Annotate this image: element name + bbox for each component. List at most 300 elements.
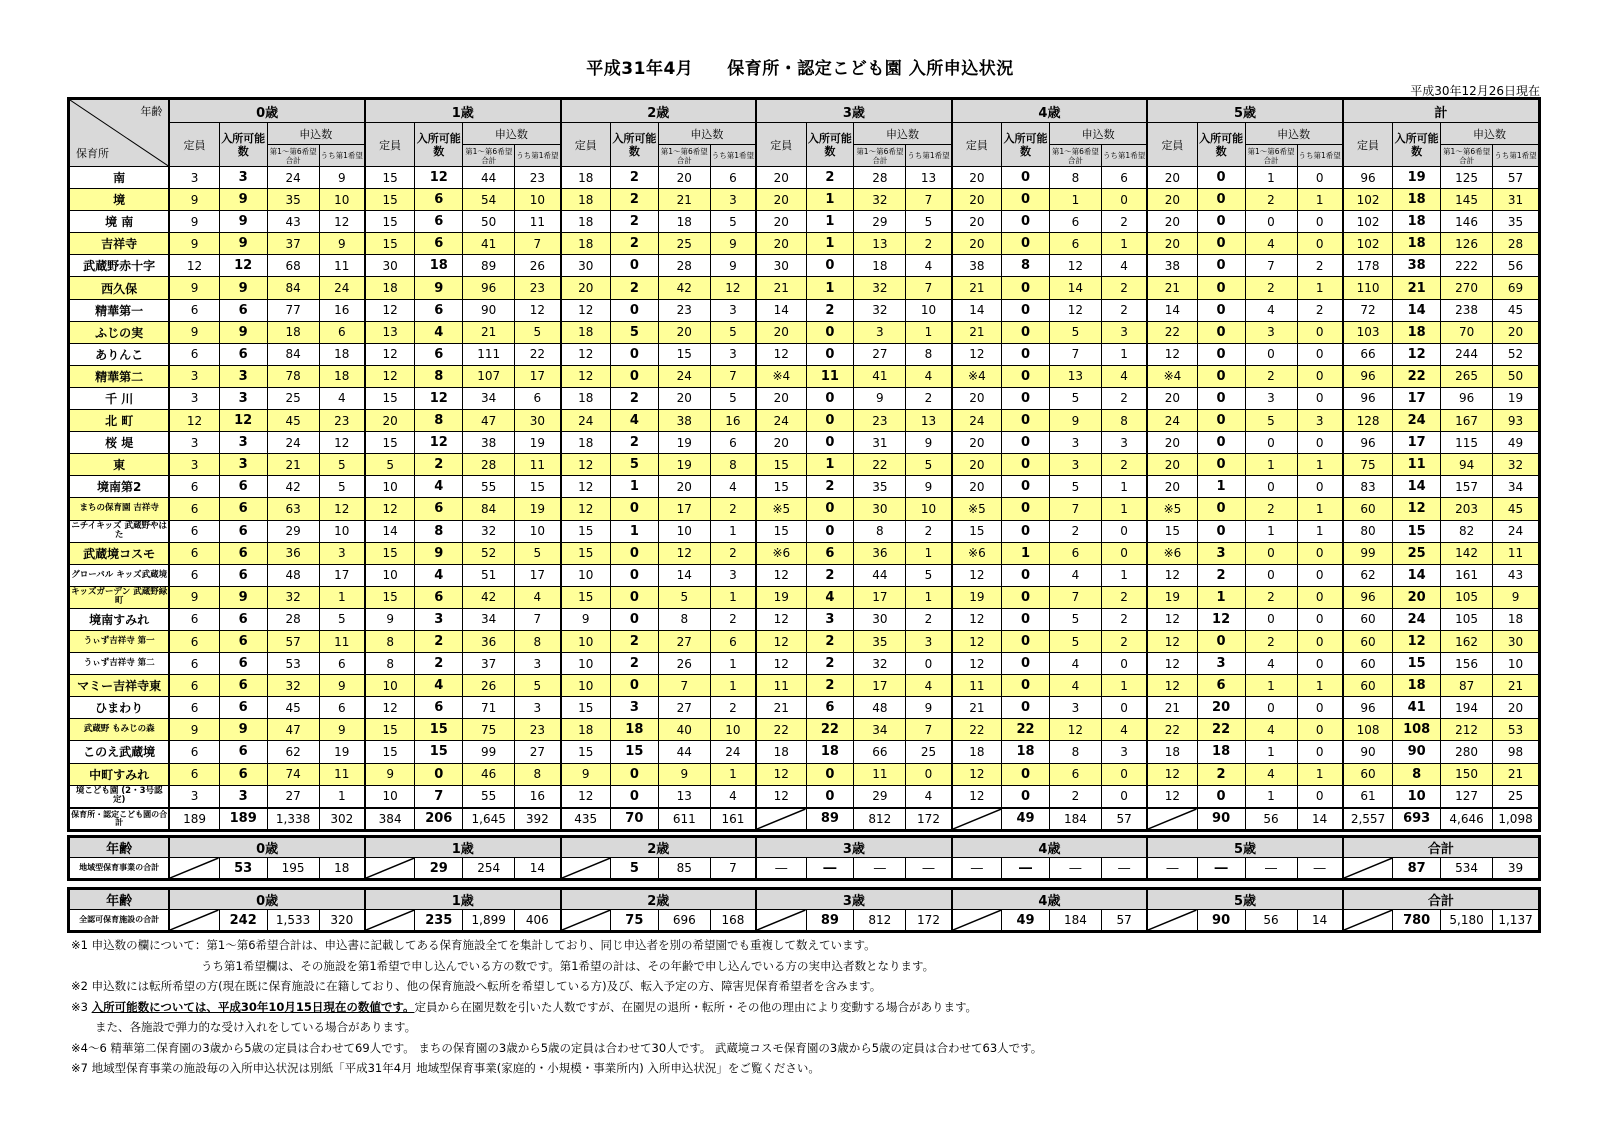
table-cell: 0 — [1002, 564, 1050, 586]
first-to-sixth-header: 第1～第6希望合計 — [1441, 145, 1493, 167]
table-cell: 4 — [415, 321, 463, 343]
table-cell: 55 — [463, 785, 515, 808]
table-row — [70, 675, 1539, 697]
table-cell: 53 — [219, 858, 267, 879]
table-cell: 29 — [854, 211, 906, 233]
table-cell: 0 — [1297, 785, 1343, 808]
table-cell: 3 — [219, 167, 267, 189]
table-cell: 3 — [1197, 653, 1245, 675]
table-cell: 15 — [365, 432, 415, 454]
table-cell: 15 — [561, 520, 611, 542]
table-cell: 18 — [1393, 189, 1441, 211]
table-cell: 10 — [365, 564, 415, 586]
table-cell: 12 — [415, 387, 463, 409]
table-cell: 1,899 — [463, 910, 515, 931]
table-cell: 12 — [1393, 630, 1441, 652]
table-cell: 10 — [319, 520, 365, 542]
table-cell: 22 — [1002, 719, 1050, 741]
table-cell: 24 — [658, 365, 710, 387]
table-cell: 12 — [365, 343, 415, 365]
table-cell: 15 — [365, 719, 415, 741]
first-choice-header: うち第1希望 — [710, 145, 756, 167]
table-cell: 15 — [365, 542, 415, 564]
table-cell: 56 — [1245, 910, 1297, 931]
table-cell: 212 — [1441, 719, 1493, 741]
empty-slash-cell — [756, 808, 806, 830]
table-cell: 16 — [319, 299, 365, 321]
available-header: 入所可能数 — [415, 123, 463, 167]
table-cell: 24 — [267, 432, 319, 454]
facility-name: 境 南 — [70, 211, 170, 233]
table-cell: 6 — [169, 498, 219, 520]
table-cell: 0 — [1197, 432, 1245, 454]
table-cell: 18 — [267, 321, 319, 343]
table-cell: 16 — [515, 785, 561, 808]
table-cell: 1 — [1101, 343, 1147, 365]
table-cell: 5 — [1049, 608, 1101, 630]
table-cell: 0 — [906, 763, 952, 785]
table-cell: 0 — [1002, 277, 1050, 299]
table-cell: 0 — [1297, 697, 1343, 719]
table-row — [70, 321, 1539, 343]
facility-name: ニチイキッズ 武蔵野やはた — [70, 520, 170, 542]
table-cell: 222 — [1441, 255, 1493, 277]
table-cell: 25 — [658, 233, 710, 255]
table-cell: 4 — [1245, 299, 1297, 321]
table-cell: 24 — [1493, 520, 1539, 542]
table-cell: 20 — [1147, 211, 1197, 233]
table-cell: 6 — [169, 653, 219, 675]
table-cell: 2 — [1049, 520, 1101, 542]
table-cell: 0 — [806, 432, 854, 454]
table-cell: 32 — [854, 189, 906, 211]
table-cell: 12 — [1147, 763, 1197, 785]
table-cell: 2 — [1245, 498, 1297, 520]
table-cell: ― — [1049, 858, 1101, 879]
age-header-1: 1歳 — [365, 890, 561, 910]
table-cell: 12 — [561, 365, 611, 387]
table-cell: 2 — [710, 697, 756, 719]
table-cell: 57 — [1101, 808, 1147, 830]
table-cell: 90 — [1393, 741, 1441, 763]
table-cell: 12 — [658, 542, 710, 564]
table-cell: 3 — [906, 630, 952, 652]
table-cell: 21 — [267, 454, 319, 476]
age-header-4: 4歳 — [952, 100, 1148, 123]
table-cell: 21 — [658, 189, 710, 211]
table-cell: 12 — [1197, 608, 1245, 630]
table-row — [70, 387, 1539, 409]
table-cell: 17 — [319, 564, 365, 586]
table-cell: 280 — [1441, 741, 1493, 763]
table-cell: 167 — [1441, 410, 1493, 432]
table-cell: 6 — [319, 321, 365, 343]
table-cell: ※4 — [1147, 365, 1197, 387]
age-header-4: 4歳 — [952, 838, 1148, 858]
facility-name: 武蔵野 もみじの森 — [70, 719, 170, 741]
table-cell: 11 — [1493, 542, 1539, 564]
table-cell: 68 — [267, 255, 319, 277]
table-cell: 15 — [658, 343, 710, 365]
table-cell: 4 — [1049, 653, 1101, 675]
all-facilities-table — [69, 889, 1539, 931]
table-cell: 8 — [415, 410, 463, 432]
table-cell: 9 — [169, 321, 219, 343]
table-cell: 6 — [415, 211, 463, 233]
table-cell: 9 — [365, 763, 415, 785]
table-cell: 1 — [1101, 564, 1147, 586]
table-cell: 39 — [1493, 858, 1539, 879]
table-cell: 126 — [1441, 233, 1493, 255]
empty-slash-cell — [1343, 910, 1393, 931]
table-cell: 1 — [1245, 454, 1297, 476]
table-cell: 69 — [1493, 277, 1539, 299]
table-cell: 24 — [1147, 410, 1197, 432]
table-cell: 1 — [1297, 520, 1343, 542]
capacity-header: 定員 — [1147, 123, 1197, 167]
age-header-0: 0歳 — [169, 100, 365, 123]
table-cell: 142 — [1441, 542, 1493, 564]
table-cell: 20 — [952, 387, 1002, 409]
table-cell: 20 — [1393, 586, 1441, 608]
table-cell: 38 — [1147, 255, 1197, 277]
table-cell: 0 — [1297, 542, 1343, 564]
table-cell: 3 — [806, 608, 854, 630]
table-cell: 4 — [515, 586, 561, 608]
table-row — [70, 719, 1539, 741]
table-cell: 75 — [610, 910, 658, 931]
table-cell: 49 — [1493, 432, 1539, 454]
available-header: 入所可能数 — [806, 123, 854, 167]
table-cell: 2 — [1197, 564, 1245, 586]
first-to-sixth-header: 第1～第6希望合計 — [267, 145, 319, 167]
table-cell: 5 — [610, 454, 658, 476]
table-cell: 435 — [561, 808, 611, 830]
age-header-2: 2歳 — [561, 100, 757, 123]
table-cell: 1 — [1101, 498, 1147, 520]
table-cell: 89 — [806, 910, 854, 931]
table-cell: 96 — [1343, 167, 1393, 189]
table-cell: 15 — [515, 476, 561, 498]
table-cell: 812 — [854, 910, 906, 931]
table-cell: 90 — [463, 299, 515, 321]
table-cell: 53 — [1493, 719, 1539, 741]
table-row — [70, 343, 1539, 365]
table-cell: 21 — [756, 277, 806, 299]
table-cell: 87 — [1393, 858, 1441, 879]
table-cell: 90 — [1343, 741, 1393, 763]
table-cell: 83 — [1343, 476, 1393, 498]
table-cell: 12 — [952, 630, 1002, 652]
age-header-6: 計 — [1343, 100, 1539, 123]
table-cell: 6 — [219, 542, 267, 564]
table-cell: 3 — [1245, 321, 1297, 343]
table-cell: 18 — [658, 211, 710, 233]
table-cell: ― — [1002, 858, 1050, 879]
table-cell: 26 — [515, 255, 561, 277]
table-cell: 84 — [463, 498, 515, 520]
table-cell: 1,533 — [267, 910, 319, 931]
table-cell: 1,338 — [267, 808, 319, 830]
table-cell: 40 — [658, 719, 710, 741]
table-cell: 15 — [1393, 653, 1441, 675]
table-cell: 3 — [1297, 410, 1343, 432]
table-cell: 52 — [1493, 343, 1539, 365]
table-cell: 6 — [169, 630, 219, 652]
table-cell: 0 — [1297, 233, 1343, 255]
table-cell: 70 — [1441, 321, 1493, 343]
table-cell: 19 — [756, 586, 806, 608]
empty-slash-cell — [169, 910, 219, 931]
table-cell: 1 — [710, 763, 756, 785]
table-cell: 14 — [658, 564, 710, 586]
table-cell: 32 — [1493, 454, 1539, 476]
table-row — [70, 167, 1539, 189]
table-cell: 37 — [463, 653, 515, 675]
table-cell: 12 — [219, 255, 267, 277]
table-cell: 6 — [219, 299, 267, 321]
facility-name: うぃず吉祥寺 第一 — [70, 630, 170, 652]
table-cell: 6 — [1049, 233, 1101, 255]
table-cell: 17 — [515, 365, 561, 387]
table-cell: 18 — [1147, 741, 1197, 763]
table-cell: 12 — [1393, 343, 1441, 365]
table-cell: 20 — [1147, 167, 1197, 189]
table-cell: 5 — [515, 675, 561, 697]
table-cell: 12 — [756, 785, 806, 808]
capacity-header: 定員 — [756, 123, 806, 167]
table-cell: 1 — [1197, 476, 1245, 498]
table-cell: 32 — [854, 653, 906, 675]
table-cell: 10 — [365, 476, 415, 498]
table-cell: 0 — [610, 299, 658, 321]
table-cell: 0 — [1002, 586, 1050, 608]
table-cell: 9 — [169, 189, 219, 211]
table-cell: 20 — [1147, 454, 1197, 476]
table-cell: 2 — [1197, 763, 1245, 785]
table-cell: 1 — [806, 233, 854, 255]
facility-name: 境南第2 — [70, 476, 170, 498]
table-cell: 2 — [1101, 277, 1147, 299]
table-cell: 0 — [1297, 343, 1343, 365]
table-cell: 11 — [319, 630, 365, 652]
table-cell: ― — [952, 858, 1002, 879]
table-cell: 0 — [1297, 564, 1343, 586]
note-4-6: ※4～6 精華第二保育園の3歳から5歳の定員は合わせて69人です。 まちの保育園の3歳から5歳の定員は合わせて30人です。 武蔵境コスモ保育園の3歳から5歳の定員は合わせて63人です。 — [71, 1040, 1043, 1055]
table-cell: 23 — [658, 299, 710, 321]
table-cell: 6 — [710, 167, 756, 189]
table-cell: 7 — [515, 233, 561, 255]
table-cell: 4 — [1101, 255, 1147, 277]
table-cell: 16 — [710, 410, 756, 432]
table-cell: 6 — [169, 675, 219, 697]
table-cell: 15 — [365, 586, 415, 608]
capacity-header: 定員 — [952, 123, 1002, 167]
table-cell: 6 — [1049, 763, 1101, 785]
table-cell: 20 — [658, 167, 710, 189]
table-cell: 15 — [610, 741, 658, 763]
age-header-0: 0歳 — [169, 838, 365, 858]
table-cell: 15 — [365, 189, 415, 211]
first-choice-header: うち第1希望 — [906, 145, 952, 167]
facility-name: 千 川 — [70, 387, 170, 409]
table-cell: 14 — [756, 299, 806, 321]
table-cell: 0 — [1101, 785, 1147, 808]
table-cell: 0 — [1245, 564, 1297, 586]
table-cell: 108 — [1343, 719, 1393, 741]
table-cell: 6 — [219, 697, 267, 719]
capacity-header: 定員 — [1343, 123, 1393, 167]
table-cell: ※5 — [756, 498, 806, 520]
table-cell: 56 — [1245, 808, 1297, 830]
table-cell: 2 — [610, 387, 658, 409]
note-7: ※7 地域型保育事業の施設毎の入所申込状況は別紙「平成31年4月 地域型保育事業(家庭的・小規模・事業所内) 入所申込状況」をご覧ください。 — [71, 1061, 820, 1075]
table-cell: 46 — [463, 763, 515, 785]
age-header-5: 5歳 — [1147, 100, 1343, 123]
table-cell: 21 — [1147, 277, 1197, 299]
table-cell: 30 — [365, 255, 415, 277]
table-cell: 12 — [561, 343, 611, 365]
table-cell: 22 — [952, 719, 1002, 741]
table-cell: ― — [1147, 858, 1197, 879]
table-cell: 41 — [854, 365, 906, 387]
table-cell: 3 — [169, 454, 219, 476]
table-cell: 108 — [1393, 719, 1441, 741]
table-cell: 20 — [1197, 697, 1245, 719]
table-cell: 12 — [219, 410, 267, 432]
table-cell: 9 — [219, 211, 267, 233]
table-cell: 320 — [319, 910, 365, 931]
table-cell: 6 — [219, 630, 267, 652]
table-cell: 23 — [515, 719, 561, 741]
table-cell: 11 — [806, 365, 854, 387]
table-cell: 4,646 — [1441, 808, 1493, 830]
table-cell: 2 — [1101, 299, 1147, 321]
table-cell: 12 — [561, 299, 611, 321]
table-cell: 12 — [319, 498, 365, 520]
table-cell: 12 — [1049, 719, 1101, 741]
note-3-rest: 定員から在園児数を引いた人数ですが、在園児の退所・転所・その他の理由により変動する場合があります。 — [414, 999, 978, 1014]
table-cell: 206 — [415, 808, 463, 830]
table-cell: 4 — [906, 255, 952, 277]
table-cell: 96 — [1441, 387, 1493, 409]
table-cell: 20 — [952, 454, 1002, 476]
empty-slash-cell — [365, 910, 415, 931]
table-cell: 1,137 — [1493, 910, 1539, 931]
table-cell: 7 — [906, 189, 952, 211]
table-cell: 5 — [906, 564, 952, 586]
table-cell: 4 — [610, 410, 658, 432]
table-cell: 189 — [169, 808, 219, 830]
table-cell: 10 — [710, 719, 756, 741]
row-label: 全認可保育施設の合計 — [70, 910, 170, 931]
table-cell: 47 — [267, 719, 319, 741]
table-cell: 10 — [365, 785, 415, 808]
table-cell: 1 — [1101, 233, 1147, 255]
table-cell: 1 — [710, 653, 756, 675]
empty-slash-cell — [561, 858, 611, 879]
table-cell: 43 — [267, 211, 319, 233]
table-cell: 6 — [169, 763, 219, 785]
header-age-row — [70, 100, 1539, 123]
table-cell: 18 — [561, 233, 611, 255]
table-cell: 18 — [319, 858, 365, 879]
table-cell: 0 — [1245, 432, 1297, 454]
table-cell: 18 — [365, 277, 415, 299]
table-cell: 7 — [1049, 586, 1101, 608]
table-cell: 1 — [610, 476, 658, 498]
table-cell: 6 — [219, 675, 267, 697]
table-cell: 36 — [267, 542, 319, 564]
table-cell: 10 — [365, 675, 415, 697]
table-cell: 0 — [1002, 189, 1050, 211]
table-cell: 15 — [415, 741, 463, 763]
table-cell: 12 — [756, 564, 806, 586]
table-cell: 780 — [1393, 910, 1441, 931]
table-cell: 12 — [756, 343, 806, 365]
table-cell: 15 — [561, 586, 611, 608]
empty-slash-cell — [952, 910, 1002, 931]
table-cell: 21 — [756, 697, 806, 719]
empty-slash-cell — [1147, 910, 1197, 931]
table-cell: 6 — [169, 564, 219, 586]
table-cell: 0 — [1002, 653, 1050, 675]
table-cell: 15 — [952, 520, 1002, 542]
table-cell: ― — [1101, 858, 1147, 879]
table-cell: 9 — [169, 233, 219, 255]
table-row — [70, 586, 1539, 608]
table-cell: 28 — [854, 167, 906, 189]
table-cell: 18 — [1393, 211, 1441, 233]
table-cell: 9 — [219, 277, 267, 299]
table-row — [70, 432, 1539, 454]
table-cell: 96 — [1343, 697, 1393, 719]
first-to-sixth-header: 第1～第6希望合計 — [1049, 145, 1101, 167]
table-cell: 20 — [1147, 432, 1197, 454]
table-cell: 12 — [415, 432, 463, 454]
title-subject: 保育所・認定こども園 入所申込状況 — [727, 59, 1014, 79]
table-cell: 1 — [1245, 741, 1297, 763]
table-cell: 6 — [219, 520, 267, 542]
table-cell: 14 — [1393, 564, 1441, 586]
table-cell: 12 — [1147, 343, 1197, 365]
as-of-date: 平成30年12月26日現在 — [1410, 84, 1540, 98]
table-cell: 3 — [1049, 454, 1101, 476]
table-cell: 17 — [1393, 432, 1441, 454]
table-cell: 12 — [169, 255, 219, 277]
table-cell: 24 — [319, 277, 365, 299]
table-cell: 4 — [415, 564, 463, 586]
table-cell: 27 — [267, 785, 319, 808]
table-cell: 0 — [806, 387, 854, 409]
table-cell: 1 — [1101, 675, 1147, 697]
table-cell: 25 — [267, 387, 319, 409]
table-cell: 12 — [561, 498, 611, 520]
table-cell: 41 — [1393, 697, 1441, 719]
table-cell: 15 — [365, 233, 415, 255]
table-cell: 3 — [710, 299, 756, 321]
table-cell: 10 — [515, 189, 561, 211]
table-cell: 0 — [806, 410, 854, 432]
table-cell: 14 — [515, 858, 561, 879]
table-cell: 90 — [1197, 808, 1245, 830]
table-cell: 20 — [952, 432, 1002, 454]
table-cell: 0 — [1245, 697, 1297, 719]
table-cell: 102 — [1343, 211, 1393, 233]
table-cell: 3 — [169, 432, 219, 454]
facility-name: グローバル キッズ武蔵境 — [70, 564, 170, 586]
note-3 — [71, 997, 1551, 1018]
